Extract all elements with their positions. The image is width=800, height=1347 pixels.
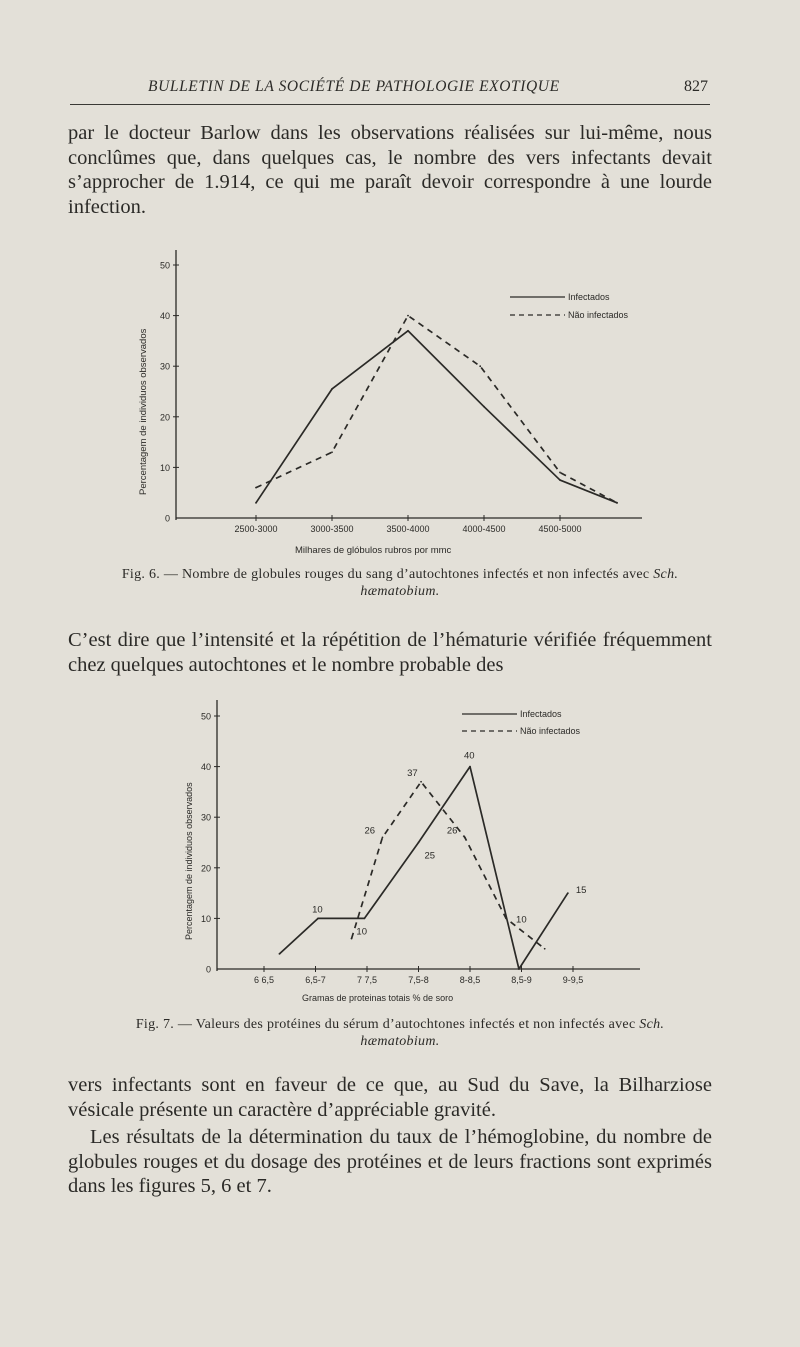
fig6-series-1-point xyxy=(616,502,618,504)
running-header xyxy=(70,76,710,104)
fig7-axes xyxy=(201,700,640,985)
fig7-series-0-point xyxy=(518,968,520,970)
fig6-ytick-label: 0 xyxy=(164,513,170,524)
fig7-xtick-label: 6 6,5 xyxy=(253,975,275,985)
fig7-series-1-point xyxy=(464,837,466,839)
journal-title: BULLETIN DE LA SOCIÉTÉ DE PATHOLOGIE EXOTIQUE xyxy=(148,78,560,95)
fig6-caption-species: Sch. hæmatobium. xyxy=(360,567,679,599)
fig7-data-label: 15 xyxy=(575,885,587,897)
fig6-series-0-point xyxy=(255,502,257,504)
fig6-series-1-point xyxy=(559,472,561,474)
fig7-ytick-label: 20 xyxy=(200,863,211,874)
fig7-series-1-point xyxy=(420,781,422,783)
fig6-ytick-label: 40 xyxy=(159,311,170,322)
fig7-series-infectados-line xyxy=(279,767,567,969)
fig7-marks xyxy=(279,751,587,970)
fig6-ytick-label: 50 xyxy=(159,260,170,271)
fig7-ytick-label: 40 xyxy=(200,762,211,773)
fig7-xtick-label: 9-9,5 xyxy=(562,975,584,985)
fig6-series-1-point xyxy=(255,487,257,489)
fig6-axes xyxy=(160,250,642,534)
fig6-series-nao-infectados-line xyxy=(256,316,617,503)
fig6-xtick-label: 3500-4000 xyxy=(386,524,430,534)
fig7-series-1-point xyxy=(382,837,384,839)
fig7-ytick-label: 50 xyxy=(200,711,211,722)
fig6-series-infectados-line xyxy=(256,331,617,503)
fig7-ytick-label: 0 xyxy=(205,964,211,975)
fig6-legend xyxy=(510,292,629,320)
fig7-xtick-label: 8,5-9 xyxy=(511,975,532,985)
fig7-series-1-point xyxy=(351,938,353,940)
fig6-series-1-point xyxy=(407,315,409,317)
fig7-series-1-point xyxy=(544,948,546,950)
paragraph-2: C’est dire que l’intensité et la répétition de l’hématurie vérifiée fréquemment chez quelques autochtones et le nombre probable des xyxy=(68,629,712,676)
fig7-data-label: 25 xyxy=(424,850,436,862)
fig7-series-0-point xyxy=(364,918,366,920)
fig7-data-label: 26 xyxy=(446,825,458,837)
fig7-caption-species: Sch. hæmatobium. xyxy=(360,1017,665,1049)
fig7-series-0-point xyxy=(469,766,471,768)
fig7-series-0-point xyxy=(418,842,420,844)
fig6-series-0-point xyxy=(407,330,409,332)
fig7-legend-infectados: Infectados xyxy=(520,709,562,719)
fig7-caption-text: Fig. 7. — Valeurs des protéines du sérum d’autochtones infectés et non infectés avec xyxy=(135,1017,640,1032)
fig7-data-label: 10 xyxy=(516,914,527,926)
header-rule xyxy=(70,104,710,105)
fig7-series-0-point xyxy=(279,953,281,955)
figure-6-caption xyxy=(100,566,700,600)
paragraph-4: Les résultats de la détermination du taux de l’hémoglobine, du nombre de globules rouges et du dosage des protéines et de leurs fractions sont exprimés dans les figures 5, 6 et 7. xyxy=(68,1126,712,1197)
fig6-ytick-label: 10 xyxy=(159,462,170,473)
page-number: 827 xyxy=(684,78,708,95)
fig6-legend-nao-infectados: Não infectados xyxy=(568,310,629,320)
fig7-xtick-label: 8-8,5 xyxy=(459,975,481,985)
fig6-ytick-label: 20 xyxy=(159,412,170,423)
fig7-ytick-label: 30 xyxy=(200,812,211,823)
fig7-xlabel: Gramas de proteinas totais % de soro xyxy=(302,993,454,1003)
fig6-series-0-point xyxy=(559,479,561,481)
fig6-xtick-label: 2500-3000 xyxy=(234,524,278,534)
fig6-xtick-label: 4500-5000 xyxy=(538,524,582,534)
paragraph-1: par le docteur Barlow dans les observations réalisées sur lui-même, nous conclûmes que, dans quelques cas, le nombre des vers infectants devait s’approcher de 1.914, ce qui me paraît devoir correspondre à une lourde infection. xyxy=(68,122,712,218)
fig7-series-nao-infectados-line xyxy=(352,782,545,949)
fig7-xtick-label: 6,5-7 xyxy=(305,975,326,985)
fig7-ylabel: Percentagem de individuos observados xyxy=(184,782,194,940)
fig7-legend-nao-infectados: Não infectados xyxy=(520,726,581,736)
fig6-series-1-point xyxy=(331,451,333,453)
fig6-series-1-point xyxy=(479,365,481,367)
fig7-series-1-point xyxy=(505,918,507,920)
fig7-xtick-label: 7 7,5 xyxy=(356,975,378,985)
fig7-xtick-label: 7,5-8 xyxy=(408,975,429,985)
fig6-series-0-point xyxy=(483,406,485,408)
fig6-legend-infectados: Infectados xyxy=(568,292,610,302)
fig6-series-0-point xyxy=(331,388,333,390)
fig7-ytick-label: 10 xyxy=(200,913,211,924)
fig7-data-label: 10 xyxy=(356,926,368,938)
fig7-series-0-point xyxy=(567,892,569,894)
fig6-series-0-point xyxy=(616,502,618,504)
fig6-xlabel: Milhares de glóbulos rubros por mmc xyxy=(295,545,452,556)
fig7-series-0-point xyxy=(317,918,319,920)
fig6-marks xyxy=(255,315,618,504)
fig7-legend xyxy=(462,709,581,736)
fig7-data-label: 10 xyxy=(312,904,323,916)
fig6-ytick-label: 30 xyxy=(159,361,170,372)
figure-7-caption xyxy=(100,1016,700,1050)
fig6-ylabel: Percentagem de individuos observados xyxy=(138,328,149,495)
paragraph-3: vers infectants sont en faveur de ce que, au Sud du Save, la Bilharziose vésicale présente un caractère d’appréciable gravité. xyxy=(68,1074,712,1121)
fig6-caption-text: Fig. 6. — Nombre de globules rouges du sang d’autochtones infectés et non infectés avec xyxy=(121,567,654,582)
fig7-data-label: 37 xyxy=(407,767,418,779)
fig7-data-label: 40 xyxy=(464,750,475,762)
fig7-data-label: 26 xyxy=(364,825,376,837)
fig6-xtick-label: 4000-4500 xyxy=(462,524,506,534)
fig6-xtick-label: 3000-3500 xyxy=(310,524,354,534)
